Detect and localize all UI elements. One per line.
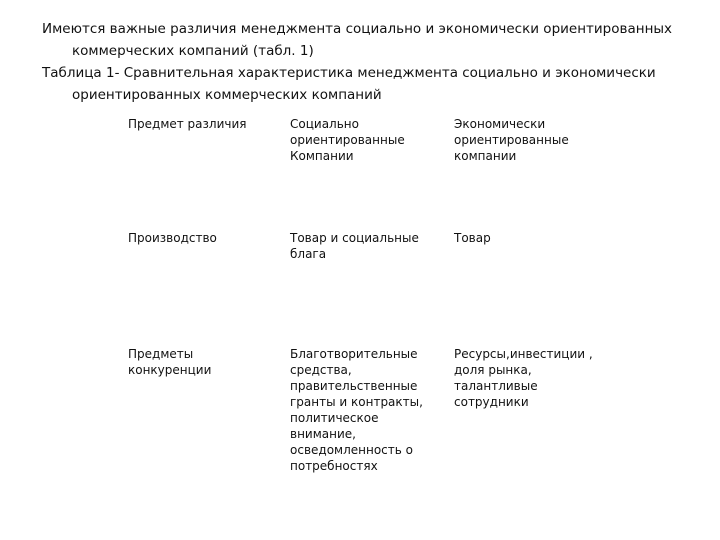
cell-subject: Предметы конкуренции: [128, 347, 212, 377]
cell-subject: Производство: [128, 231, 217, 245]
comparison-table: [120, 112, 610, 496]
intro-text: [42, 18, 702, 106]
cell-economic: Ресурсы,инвестиции , доля рынка, талантливые сотрудники: [454, 347, 593, 409]
table-row: [120, 342, 610, 496]
cell-social-header: Социально ориентированные Компании: [290, 117, 405, 163]
cell-subject-header: Предмет различия: [128, 117, 247, 131]
cell-economic: Товар: [454, 231, 491, 245]
intro-paragraph: Имеются важные различия менеджмента социально и экономически ориентированных коммерческих компаний (табл. 1): [42, 21, 673, 59]
cell-social: Благотворительные средства, правительственные гранты и контракты, политическое внимание, осведомленность о потребностях: [290, 347, 423, 473]
table-row: [120, 226, 610, 342]
cell-social: Товар и социальные блага: [290, 231, 419, 261]
cell-economic-header: Экономически ориентированные компании: [454, 117, 569, 163]
table-row: [120, 112, 610, 226]
table-caption: Таблица 1- Сравнительная характеристика менеджмента социально и экономически ориентированных коммерческих компаний: [42, 65, 656, 103]
